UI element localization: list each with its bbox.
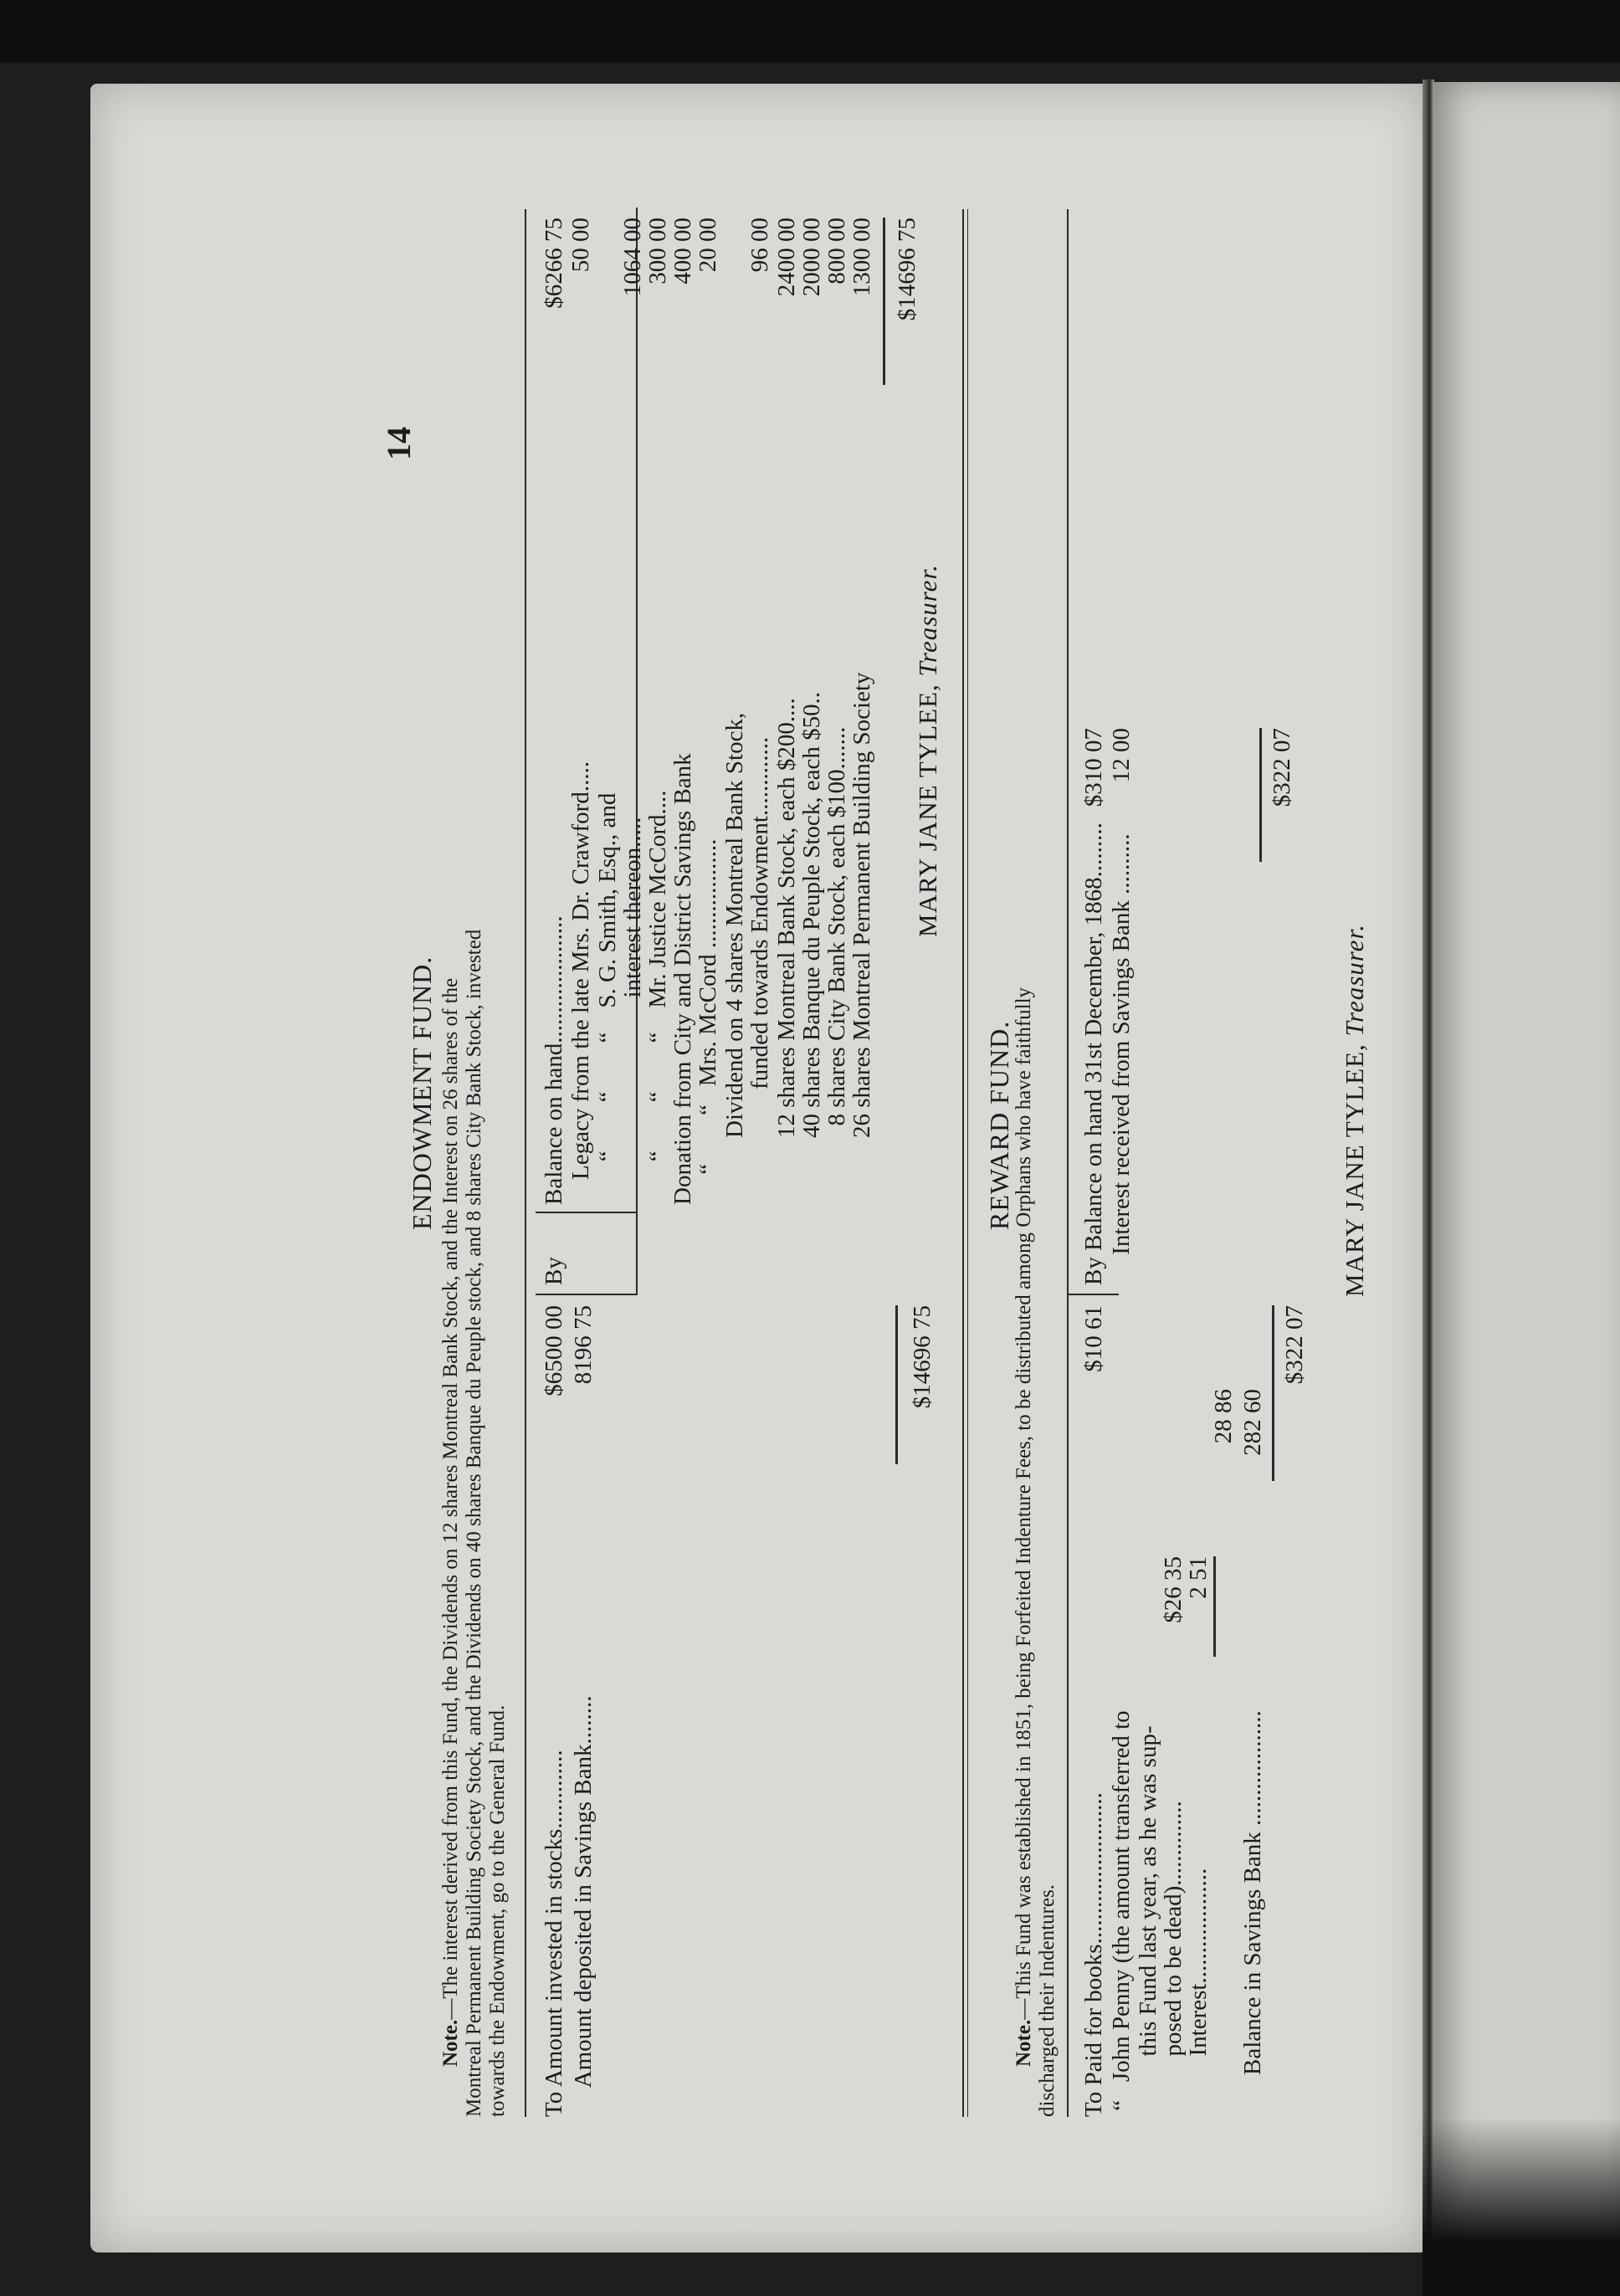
reward-debit-sub-1: $26 35 <box>1160 1556 1187 1623</box>
endowment-debit-amount-1: $6500 00 <box>541 1305 567 1397</box>
reward-debit-total: $322 07 <box>1281 1305 1308 1385</box>
reward-credit-line-1: By Balance on hand 31st December, 1868......... <box>1080 823 1107 1285</box>
reward-debit-line-1: To Paid for books......................... <box>1080 1792 1107 2117</box>
endowment-credit-line-9: funded towards Endowment............. <box>746 736 773 1138</box>
reward-credit-amount-2: 12 00 <box>1108 728 1135 783</box>
reward-note-line-1: —This Fund was established in 1851, being Forfeited Indenture Fees, to be distributed among Orphans who have faithfully <box>1012 987 1035 2020</box>
endowment-credit-line-2: Legacy from the late Mrs. Dr. Crawford..... <box>567 761 594 1180</box>
endowment-credit-amount-2: 50 00 <box>567 218 594 273</box>
reward-debit-line-7: Balance in Savings Bank ................... <box>1239 1710 1266 2075</box>
reward-signature-title: Treasurer. <box>1340 924 1369 1037</box>
reward-note <box>1012 209 1059 2117</box>
endowment-credit-amount-6: 400 00 <box>669 218 696 284</box>
endowment-credit-line-11: 40 shares Banque du Peuple Stock, each $50.. <box>798 691 825 1138</box>
endowment-credit-line-1: Balance on hand..................... <box>541 915 567 1205</box>
reward-signature-name: MARY JANE TYLEE, <box>1340 1043 1369 1297</box>
endowment-credit-line-8: Dividend on 4 shares Montreal Bank Stock, <box>721 712 748 1138</box>
reward-debit-line-2: “ John Penny (the amount transferred to <box>1108 1710 1135 2117</box>
endowment-debit-line-1: To Amount invested in stocks............. <box>541 1750 567 2117</box>
endowment-note-line-2: Montreal Permanent Building Society Stock, and the Dividends on 40 shares Banque du Peuple stock, and 8 shares City Bank Stock, invested <box>463 929 485 2117</box>
endowment-debit-amount-2: 8196 75 <box>570 1305 597 1385</box>
endowment-credit-amount-4: 1064 00 <box>619 218 646 297</box>
endowment-credit-total-rule <box>883 218 885 385</box>
endowment-signature-title: Treasurer. <box>913 564 942 677</box>
endowment-title: ENDOWMENT FUND. <box>407 956 437 1230</box>
endowment-credit-line-6: Donation from City and District Savings Bank <box>669 753 696 1205</box>
endowment-credit-amount-12: 800 00 <box>823 218 850 284</box>
endowment-top-rule <box>525 209 526 2117</box>
endowment-credit-line-7: “ “ Mrs. McCord .................. <box>695 838 721 1205</box>
endowment-signature <box>912 564 943 937</box>
endowment-debit-line-2: Amount deposited in Savings Bank........ <box>570 1695 597 2117</box>
endowment-column-divider <box>536 1294 636 1295</box>
endowment-by-divider <box>536 1212 636 1213</box>
endowment-credit-amount-1: $6266 75 <box>541 218 567 309</box>
endowment-note-label: Note. <box>439 2019 462 2067</box>
endowment-credit-line-5: “ “ “ Mr. Justice McCord.... <box>644 790 671 1180</box>
reward-signature <box>1339 924 1370 1297</box>
reward-credit-amount-1: $310 07 <box>1080 728 1107 807</box>
endowment-credit-amount-11: 2000 00 <box>798 218 825 297</box>
endowment-credit-line-3: “ “ “ S. G. Smith, Esq., and <box>594 792 621 1180</box>
endowment-credit-amount-13: 1300 00 <box>848 218 875 297</box>
reward-top-rule <box>1067 209 1069 2117</box>
endowment-credit-by: By <box>541 1257 567 1285</box>
endowment-credit-total: $14696 75 <box>894 218 920 321</box>
endowment-credit-amount-5: 300 00 <box>644 218 671 284</box>
endowment-debit-total-rule <box>895 1305 898 1464</box>
reward-title: REWARD FUND. <box>984 1020 1014 1230</box>
endowment-signature-name: MARY JANE TYLEE, <box>913 684 942 937</box>
reward-debit-line-5: Interest................... <box>1185 1868 1212 2117</box>
reward-debit-total-rule <box>1272 1305 1274 1481</box>
reward-credit-total-rule <box>1259 728 1262 862</box>
endowment-note <box>439 209 510 2117</box>
reward-note-line-2: discharged their Indentures. <box>1036 1884 1059 2117</box>
reward-debit-line-3: this Fund last year, as he was sup- <box>1135 1725 1161 2117</box>
reward-debit-amount-7: 282 60 <box>1239 1389 1266 1456</box>
endowment-credit-line-10: 12 shares Montreal Bank Stock, each $200.... <box>773 698 800 1138</box>
reward-sub-rule <box>1213 1556 1216 1657</box>
section-separator <box>962 209 964 2117</box>
reward-debit-amount-6: 28 86 <box>1210 1389 1237 1444</box>
reward-credit-total: $322 07 <box>1269 728 1295 807</box>
page-number: 14 <box>380 427 418 460</box>
endowment-debit-total: $14696 75 <box>909 1305 936 1409</box>
endowment-credit-line-4: interest thereon..... <box>619 817 646 1180</box>
endowment-note-line-1: —The interest derived from this Fund, the Dividends on 12 shares Montreal Bank Stock, and the Interest on 26 shares of the <box>439 977 462 2020</box>
reward-debit-line-4: posed to be dead).............. <box>1160 1801 1187 2117</box>
rotated-page-content <box>380 209 1460 2150</box>
endowment-credit-amount-10: 2400 00 <box>773 218 800 297</box>
endowment-note-line-3: towards the Endowment, go to the General Fund. <box>486 1704 509 2117</box>
endowment-credit-amount-7: 20 00 <box>695 218 721 273</box>
reward-debit-sub-2: 2 51 <box>1185 1556 1212 1599</box>
facing-page-edge <box>1433 82 1620 2258</box>
section-separator-thin <box>967 209 968 2117</box>
reward-debit-amount-1: $10 61 <box>1080 1305 1107 1372</box>
endowment-credit-line-13: 26 shares Montreal Permanent Building Society <box>848 672 875 1138</box>
endowment-credit-amount-9: 96 00 <box>746 218 773 273</box>
reward-column-divider <box>1069 1294 1119 1295</box>
reward-note-label: Note. <box>1012 2019 1035 2067</box>
reward-credit-line-2: Interest received from Savings Bank .......... <box>1108 833 1135 1285</box>
scanner-top-bar <box>0 0 1620 63</box>
endowment-credit-line-12: 8 shares City Bank Stock, each $100....... <box>823 726 850 1138</box>
